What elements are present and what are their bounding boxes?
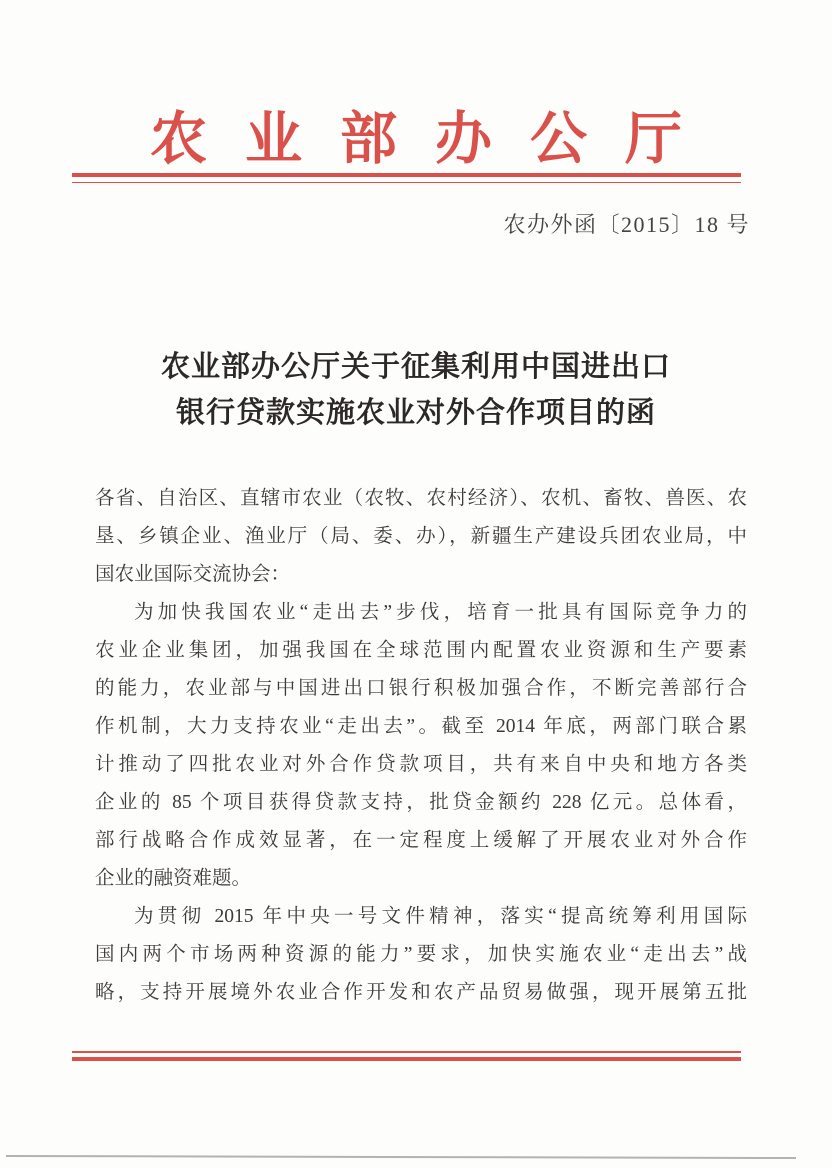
footer-rule-thick [72, 1057, 741, 1061]
body-line: 作机制，大力支持农业“走出去”。截至 2014 年底，两部门联合累 [95, 716, 747, 737]
body-line: 国农业国际交流协会： [95, 564, 291, 585]
letterhead-rule-thin [72, 182, 741, 184]
body-line: 为贯彻 2015 年中央一号文件精神，落实“提高统筹利用国际 [134, 906, 747, 927]
body-line: 部行战略合作成效显著，在一定程度上缓解了开展农业对外合作 [95, 830, 747, 851]
document-body [95, 480, 747, 1012]
letterhead-rule-thick [72, 173, 741, 177]
body-line: 农业企业集团，加强我国在全球范围内配置农业资源和生产要素 [95, 640, 747, 661]
footer-rule-thin [72, 1051, 741, 1053]
scanner-page-edge-artifact [6, 1155, 796, 1159]
letterhead-agency-title: 农业部办公厅 [150, 108, 720, 171]
document-number: 农办外函〔2015〕18 号 [503, 212, 750, 237]
body-line: 为加快我国农业“走出去”步伐，培育一批具有国际竞争力的 [134, 602, 747, 623]
body-line: 企业的 85 个项目获得贷款支持，批贷金额约 228 亿元。总体看， [95, 792, 747, 813]
body-line: 各省、自治区、直辖市农业（农牧、农村经济）、农机、畜牧、兽医、农 [95, 488, 747, 509]
document-title-line1: 农业部办公厅关于征集利用中国进出口 [160, 351, 671, 383]
body-line: 计推动了四批农业对外合作贷款项目，共有来自中央和地方各类 [95, 754, 747, 775]
body-line: 的能力，农业部与中国进出口银行积极加强合作，不断完善部行合 [95, 678, 747, 699]
body-line: 垦、乡镇企业、渔业厅（局、委、办），新疆生产建设兵团农业局，中 [95, 526, 747, 547]
body-line: 略，支持开展境外农业合作开发和农产品贸易做强，现开展第五批 [95, 982, 747, 1003]
body-line: 国内两个市场两种资源的能力”要求，加快实施农业“走出去”战 [95, 944, 747, 965]
document-title-line2: 银行贷款实施农业对外合作项目的函 [175, 397, 656, 429]
document-title [0, 344, 832, 436]
body-line: 企业的融资难题。 [95, 868, 252, 889]
